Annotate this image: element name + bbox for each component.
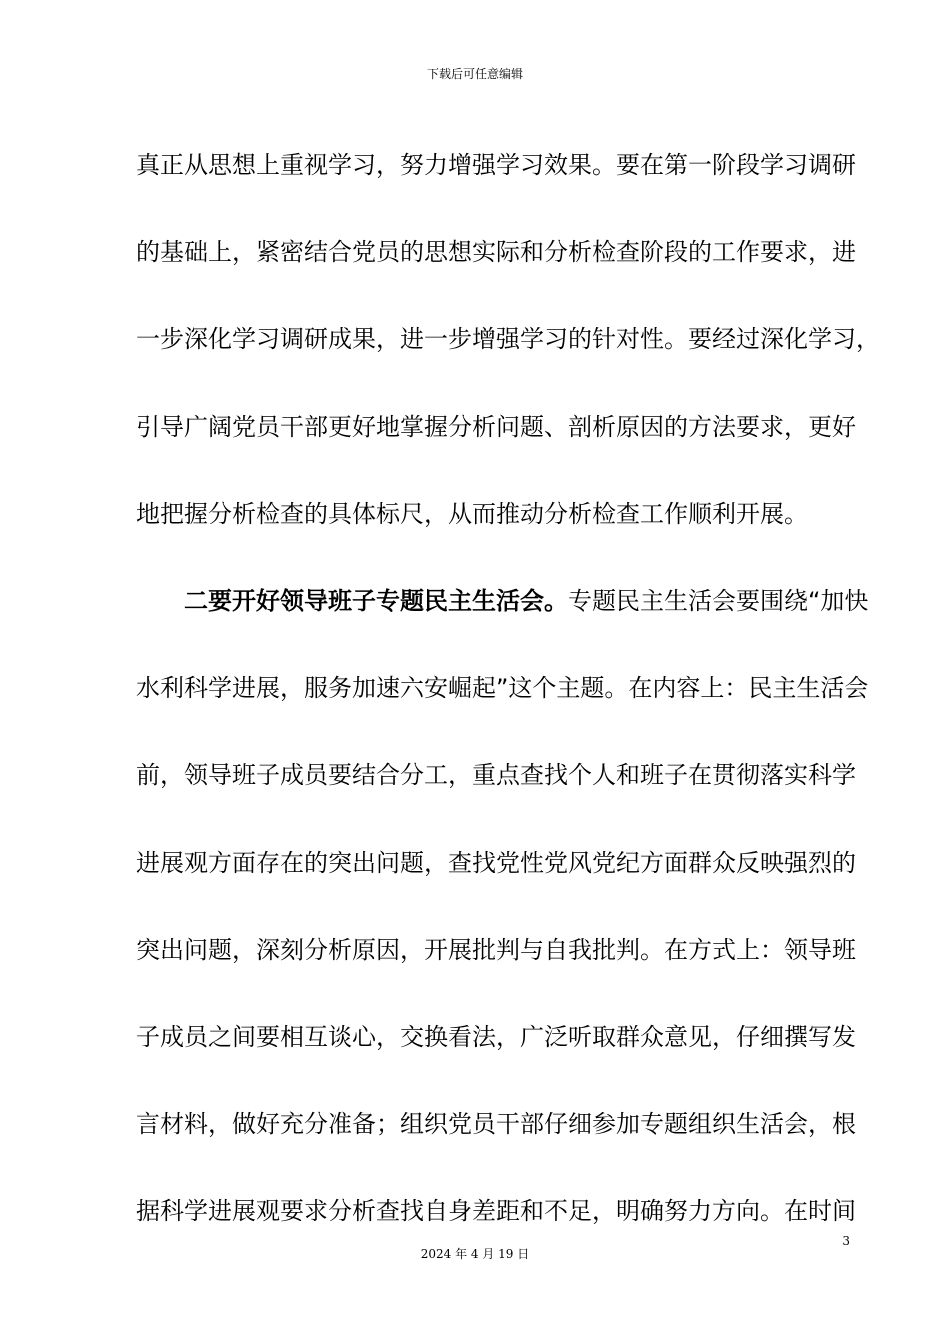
paragraph-heading: 二要开好领导班子专题民主生活会。 (184, 586, 568, 615)
text-line: 子成员之间要相互谈心，交换看法，广泛听取群众意见，仔细撰写发 (136, 1022, 856, 1051)
page-number: 3 (842, 1234, 850, 1248)
page-header: 下载后可任意编辑 (426, 67, 523, 81)
text-line: 前，领导班子成员要结合分工，重点查找个人和班子在贯彻落实科学 (136, 761, 856, 790)
text-line: 进展观方面存在的突出问题，查找党性党风党纪方面群众反映强烈的 (136, 848, 856, 877)
text-line: 水利科学进展，服务加速六安崛起”这个主题。在内容上：民主生活会 (136, 674, 869, 703)
text-line: 的基础上，紧密结合党员的思想实际和分析检查阶段的工作要求，进 (136, 238, 856, 267)
text-line: 一步深化学习调研成果，进一步增强学习的针对性。要经过深化学习， (136, 325, 880, 354)
paragraph-text: 专题民主生活会要围绕“加快 (568, 586, 869, 615)
text-line: 引导广阔党员干部更好地掌握分析问题、剖析原因的方法要求，更好 (136, 412, 856, 441)
paragraph-first-line (136, 576, 869, 663)
text-line: 据科学进展观要求分析查找自身差距和不足，明确努力方向。在时间 (136, 1197, 856, 1226)
document-body (136, 140, 880, 1273)
text-line: 突出问题，深刻分析原因，开展批判与自我批判。在方式上：领导班 (136, 935, 856, 964)
text-line: 真正从思想上重视学习，努力增强学习效果。要在第一阶段学习调研 (136, 151, 856, 179)
page-footer-date: 2024 年 4 月 19 日 (420, 1247, 530, 1261)
text-line: 地把握分析检查的具体标尺，从而推动分析检查工作顺利开展。 (136, 499, 808, 528)
text-line: 言材料，做好充分准备；组织党员干部仔细参加专题组织生活会，根 (136, 1110, 856, 1139)
